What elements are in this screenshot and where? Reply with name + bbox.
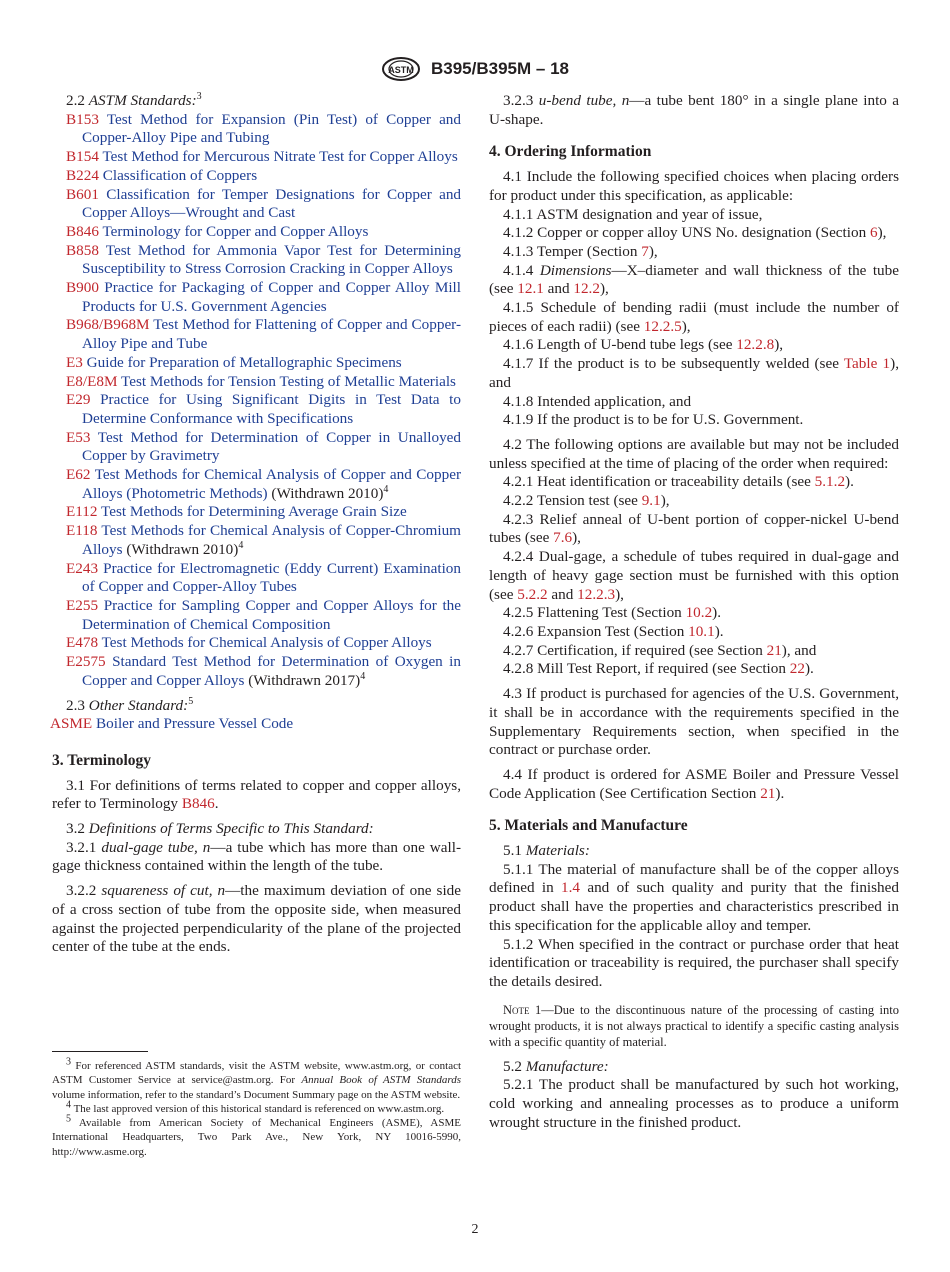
reference-item <box>52 354 461 373</box>
footnotes <box>52 1056 462 1159</box>
reference-link[interactable]: B858 <box>66 241 99 259</box>
reference-title: Practice for Using Significant Digits in Test Data to Determine Conformance with Specifications <box>82 391 461 427</box>
reference-item <box>52 653 461 690</box>
reference-title: Test Method for Expansion (Pin Test) of Copper and Copper-Alloy Pipe and Tubing <box>82 110 461 147</box>
reference-item <box>52 223 461 242</box>
paragraph-5-1-1: 5.1.1 The material of manufacture shall be of the copper alloys defined in 1.4 and of such quality and purity that the finished product shall have the properties and characteristics prescribed in this specification for the applicable alloy and temper. <box>489 860 899 934</box>
footnote-divider <box>52 1051 148 1052</box>
footnote-marker: 4 <box>238 539 244 551</box>
reference-title: Test Methods for Tension Testing of Metallic Materials <box>121 372 456 390</box>
paragraph-5-2: 5.2 Manufacture: <box>503 1057 609 1075</box>
reference-link[interactable]: E243 <box>66 559 99 577</box>
page-number: 2 <box>471 1222 479 1237</box>
footnote-marker: 4 <box>360 670 366 682</box>
reference-title: Classification of Coppers <box>102 166 258 184</box>
withdrawn-note: (Withdrawn 2010) <box>267 484 384 502</box>
reference-link[interactable]: E255 <box>66 596 99 614</box>
paragraph-4-1-8: 4.1.8 Intended application, and <box>503 392 692 410</box>
reference-item <box>52 148 461 167</box>
section-5-heading: 5. Materials and Manufacture <box>489 817 688 835</box>
paragraph-4-1-7: 4.1.7 If the product is to be subsequently welded (see Table 1), and <box>489 355 899 391</box>
paragraph-4-1-5: 4.1.5 Schedule of bending radii (must include the number of pieces of each radii) (see 12.2.5), <box>489 299 899 335</box>
reference-title: Test Method for Ammonia Vapor Test for Determining Susceptibility to Stress Corrosion Cracking in Copper Alloys <box>82 241 461 278</box>
withdrawn-note: (Withdrawn 2010) <box>122 540 239 558</box>
left-column <box>52 92 461 957</box>
paragraph-4-1-4: 4.1.4 Dimensions—X–diameter and wall thickness of the tube (see 12.1 and 12.2), <box>489 261 899 298</box>
cross-reference-link[interactable]: 5.2.2 <box>517 585 548 603</box>
reference-link[interactable]: B900 <box>66 279 99 297</box>
reference-item <box>52 186 461 223</box>
reference-link[interactable]: B224 <box>66 166 99 184</box>
reference-link[interactable]: B154 <box>66 148 99 166</box>
astm-logo-icon <box>381 56 421 82</box>
paragraph-4-1-9: 4.1.9 If the product is to be for U.S. Government. <box>503 411 804 429</box>
reference-link[interactable]: ASME <box>50 715 93 733</box>
cross-reference-link[interactable]: 9.1 <box>641 492 661 510</box>
paragraph-4-3: 4.3 If product is purchased for agencies of the U.S. Government, it shall be in accordance with the requirements specified in the Supplementary Requirements section, when specified in the contract or purchase order. <box>489 685 899 759</box>
cross-reference-link[interactable]: 5.1.2 <box>814 473 846 491</box>
cross-reference-link[interactable]: 6 <box>869 224 878 242</box>
footnote-4: $^4$ The last approved version of this historical standard is referenced on www.astm.org. <box>66 1099 445 1115</box>
paragraph-5-1: 5.1 Materials: <box>503 842 590 860</box>
reference-link[interactable]: E478 <box>66 634 99 652</box>
reference-title: Practice for Sampling Copper and Copper Alloys for the Determination of Chemical Composition <box>82 596 461 633</box>
paragraph-3-2-3: 3.2.3 u-bend tube, n—a tube bent 180° in a single plane into a U-shape. <box>489 92 900 128</box>
standard-designation: B395/B395M – 18 <box>431 59 569 78</box>
section-2-3-heading: 2.3 Other Standard:$^5$ <box>66 695 194 714</box>
paragraph-4-2-4: 4.2.4 Dual-gage, a schedule of tubes required in dual-gage and length of heavy gage section must be furnished with this option (see 5.2.2 and 12.2.3), <box>489 548 899 603</box>
reference-item <box>52 167 461 186</box>
cross-reference-link[interactable]: Table 1 <box>843 355 891 373</box>
reference-link[interactable]: E8/E8M <box>66 372 118 390</box>
cross-reference-link[interactable]: 7.6 <box>553 529 573 547</box>
reference-link[interactable]: E112 <box>66 503 98 521</box>
reference-item <box>52 522 461 559</box>
section-3-heading: 3. Terminology <box>52 751 152 769</box>
paragraph-4-1-6: 4.1.6 Length of U-bend tube legs (see 12.2.8), <box>503 336 784 354</box>
reference-link[interactable]: B846 <box>66 222 99 240</box>
paragraph-3-1: 3.1 For definitions of terms related to copper and copper alloys, refer to Terminology B846. <box>52 776 461 813</box>
paragraph-3-2: 3.2 Definitions of Terms Specific to This Standard: <box>66 820 374 838</box>
reference-title: Test Method for Flattening of Copper and Copper-Alloy Pipe and Tube <box>82 316 461 353</box>
reference-title: Test Methods for Chemical Analysis of Copper-Chromium Alloys <box>82 522 461 558</box>
cross-reference-link[interactable]: 7 <box>641 242 649 260</box>
cross-reference-link[interactable]: 22 <box>789 660 805 678</box>
reference-link[interactable]: E118 <box>66 522 98 540</box>
reference-title: Practice for Electromagnetic (Eddy Current) Examination of Copper and Copper-Alloy Tubes <box>82 559 461 596</box>
reference-item <box>52 634 461 653</box>
paragraph-5-2-1: 5.2.1 The product shall be manufactured by such hot working, cold working and annealing processes as to produce a uniform wrought structure in the finished product. <box>489 1076 899 1131</box>
cross-reference-link[interactable]: 10.1 <box>688 622 715 640</box>
paragraph-4-2-7: 4.2.7 Certification, if required (see Section 21), and <box>503 641 817 659</box>
reference-list <box>52 111 461 691</box>
reference-item: ASME Boiler and Pressure Vessel Code <box>50 715 294 733</box>
svg-text:ASTM: ASTM <box>388 65 414 75</box>
paragraph-4-1-1: 4.1.1 ASTM designation and year of issue, <box>503 205 763 223</box>
reference-title: Guide for Preparation of Metallographic Specimens <box>86 353 402 371</box>
reference-title: Test Methods for Determining Average Grain Size <box>101 503 407 521</box>
paragraph-4-2-5: 4.2.5 Flattening Test (Section 10.2). <box>503 604 722 622</box>
paragraph-5-1-2: 5.1.2 When specified in the contract or purchase order that heat identification or traceability is required, the purchaser shall specify the details desired. <box>489 935 899 990</box>
reference-title: Classification for Temper Designations for Copper and Copper Alloys—Wrought and Cast <box>82 185 462 222</box>
paragraph-4-4: 4.4 If product is ordered for ASME Boiler and Pressure Vessel Code Application (See Certification Section 21). <box>489 765 899 802</box>
cross-reference-link[interactable]: 12.2.5 <box>643 317 682 335</box>
cross-reference-link[interactable]: 12.2 <box>573 280 600 298</box>
reference-item <box>52 597 461 634</box>
note-1: Note 1—Due to the discontinuous nature of the processing of casting into wrought products, it is not always practical to identify a specific casting analysis with a specific quantity of material. <box>489 1002 899 1049</box>
reference-item <box>52 560 461 597</box>
reference-link[interactable]: B153 <box>66 110 99 128</box>
reference-title: Test Methods for Chemical Analysis of Copper and Copper Alloys (Photometric Methods) <box>82 466 462 502</box>
reference-link[interactable]: E29 <box>66 391 91 409</box>
paragraph-4-1-3: 4.1.3 Temper (Section 7), <box>503 242 658 260</box>
reference-item <box>52 466 461 503</box>
paragraph-4-2-2: 4.2.2 Tension test (see 9.1), <box>503 492 670 510</box>
reference-item <box>52 503 461 522</box>
reference-item <box>52 242 461 279</box>
cross-reference-link[interactable]: 21 <box>760 784 776 802</box>
reference-title: Test Method for Mercurous Nitrate Test for Copper Alloys <box>102 148 458 166</box>
reference-item <box>52 316 461 353</box>
paragraph-4-2-1: 4.2.1 Heat identification or traceability details (see 5.1.2). <box>503 473 854 491</box>
reference-link[interactable]: E62 <box>66 466 91 484</box>
reference-link[interactable]: E3 <box>66 353 83 371</box>
paragraph-4-2-6: 4.2.6 Expansion Test (Section 10.1). <box>503 622 724 640</box>
right-column <box>489 92 899 1132</box>
section-2-2-heading: 2.2 ASTM Standards:$^3$ <box>66 90 202 109</box>
paragraph-3-2-2: 3.2.2 squareness of cut, n—the maximum deviation of one side of a cross section of tube from the opposite side, when measured against the projected perpendicularity of the plane of the projected center of the tube at the ends. <box>52 882 462 956</box>
cross-reference-link[interactable]: 10.2 <box>685 604 713 622</box>
reference-title: Standard Test Method for Determination of Oxygen in Copper and Copper Alloys <box>82 653 461 689</box>
paragraph-4-2-3: 4.2.3 Relief anneal of U-bent portion of copper-nickel U-bend tubes (see 7.6), <box>489 510 899 547</box>
reference-item <box>52 373 461 392</box>
cross-reference-link[interactable]: 21 <box>766 641 782 659</box>
reference-title: Terminology for Copper and Copper Alloys <box>102 222 369 240</box>
withdrawn-note: (Withdrawn 2017) <box>244 671 361 689</box>
paragraph-4-1-2: 4.1.2 Copper or copper alloy UNS No. designation (Section 6), <box>503 224 887 242</box>
paragraph-4-1: 4.1 Include the following specified choices when placing orders for product under this specification, as applicable: <box>489 168 899 204</box>
reference-item <box>52 111 461 148</box>
paragraph-3-2-1: 3.2.1 dual-gage tube, n—a tube which has more than one wall-gage thickness contained within the length of the tube. <box>52 838 462 875</box>
cross-reference-link[interactable]: B846 <box>181 795 215 813</box>
footnote-3: $^3$ For referenced ASTM standards, visit the ASTM website, www.astm.org, or contact ASTM Customer Service at service@astm.org. For Annual Book of ASTM Standards volume information, refer to the standard’s Document Summary page on the ASTM website. <box>52 1056 462 1101</box>
page-header <box>0 56 950 86</box>
reference-title: Practice for Packaging of Copper and Copper Alloy Mill Products for U.S. Government Agencies <box>82 279 461 315</box>
reference-link[interactable]: B601 <box>66 185 99 203</box>
paragraph-4-2-8: 4.2.8 Mill Test Report, if required (see Section 22). <box>503 660 814 678</box>
section-4-heading: 4. Ordering Information <box>489 143 652 161</box>
cross-reference-link[interactable]: 12.1 <box>517 280 544 298</box>
cross-reference-link[interactable]: 1.4 <box>561 879 580 897</box>
reference-title: Test Method for Determination of Copper in Unalloyed Copper by Gravimetry <box>82 428 462 465</box>
reference-item <box>52 279 461 316</box>
footnote-marker: 4 <box>383 483 389 495</box>
reference-item <box>52 429 461 466</box>
cross-reference-link[interactable]: 12.2.3 <box>577 585 616 603</box>
reference-link[interactable]: E2575 <box>66 653 106 671</box>
footnote-5: $^5$ Available from American Society of Mechanical Engineers (ASME), ASME International Headquarters, Two Park Ave., New York, NY 10016-5990, http://www.asme.org. <box>52 1113 461 1158</box>
paragraph-4-2: 4.2 The following options are available but may not be included unless specified at the time of placing of the order when required: <box>489 435 899 472</box>
reference-link[interactable]: B968/B968M <box>66 316 150 334</box>
reference-item <box>52 391 461 428</box>
cross-reference-link[interactable]: 12.2.8 <box>736 336 775 354</box>
reference-title: Test Methods for Chemical Analysis of Copper Alloys <box>101 634 432 652</box>
reference-link[interactable]: E53 <box>66 428 91 446</box>
